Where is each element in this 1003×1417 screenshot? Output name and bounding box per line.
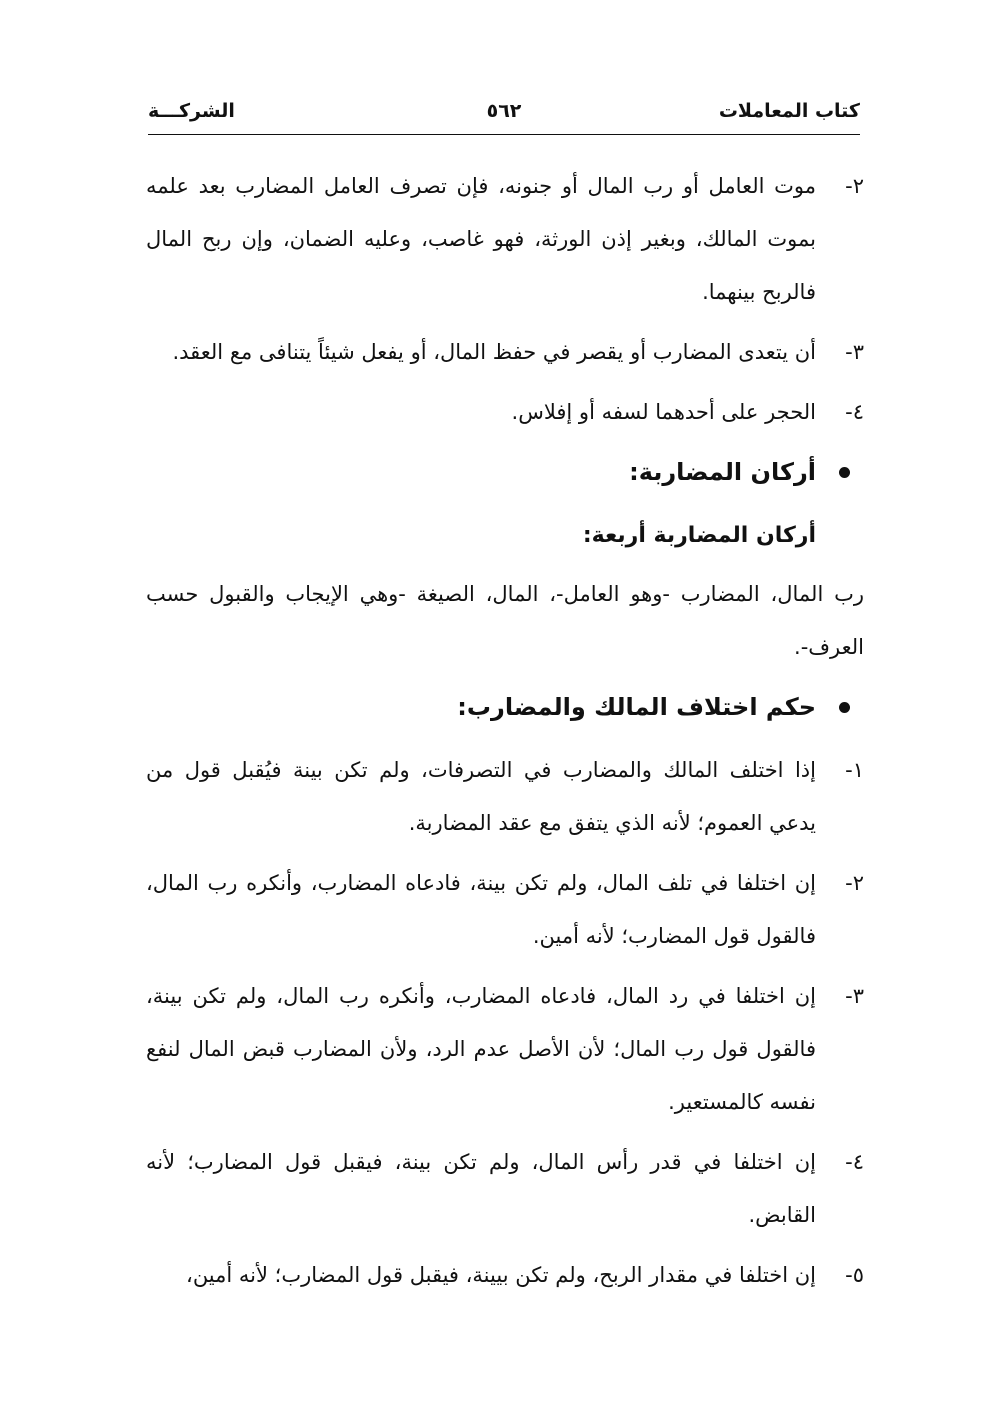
item-text: إن اختلفا في مقدار الربح، ولم تكن بيينة، فيقبل قول المضارب؛ لأنه أمين، bbox=[186, 1263, 816, 1287]
item-number: ١- bbox=[845, 758, 864, 782]
book-title: كتاب المعاملات bbox=[718, 100, 860, 122]
subheading: أركان المضاربة أربعة: bbox=[582, 523, 816, 548]
item-text: إن اختلفا في رد المال، فادعاه المضارب، وأنكره رب المال، ولم تكن بينة، فالقول قول رب المال؛ لأن الأصل عدم الرد، ولأن المضارب قبض المال لنفع نفسه كالمستعير. bbox=[146, 984, 816, 1114]
chapter-title: الشركـــة bbox=[148, 100, 235, 122]
item-number: ٣- bbox=[845, 984, 864, 1008]
list-item bbox=[146, 326, 864, 379]
list-item bbox=[146, 1249, 864, 1302]
running-header bbox=[148, 96, 860, 130]
list-item bbox=[146, 160, 864, 319]
item-number: ٤- bbox=[845, 1150, 864, 1174]
item-number: ٥- bbox=[845, 1263, 864, 1287]
page-body bbox=[146, 160, 864, 1309]
item-number: ٢- bbox=[845, 174, 864, 198]
list-item bbox=[146, 386, 864, 439]
list-item bbox=[146, 744, 864, 850]
section-heading bbox=[146, 446, 864, 499]
item-number: ٢- bbox=[845, 871, 864, 895]
list-item bbox=[146, 857, 864, 963]
item-number: ٤- bbox=[845, 400, 864, 424]
bullet-icon bbox=[839, 702, 850, 713]
item-text: إن اختلفا في تلف المال، ولم تكن بينة، فادعاه المضارب، وأنكره رب المال، فالقول قول المضارب؛ لأنه أمين. bbox=[146, 871, 816, 948]
section-heading bbox=[146, 681, 864, 734]
paragraph: رب المال، المضارب -وهو العامل-، المال، الصيغة -وهي الإيجاب والقبول حسب العرف-. bbox=[146, 582, 864, 659]
list-item bbox=[146, 1136, 864, 1242]
section-heading-text: حكم اختلاف المالك والمضارب: bbox=[457, 693, 816, 721]
item-text: موت العامل أو رب المال أو جنونه، فإن تصرف العامل المضارب بعد علمه بموت المالك، وبغير إذن الورثة، فهو غاصب، وعليه الضمان، وإن ربح المال فالربح بينهما. bbox=[146, 174, 816, 304]
item-text: إن اختلفا في قدر رأس المال، ولم تكن بينة، فيقبل قول المضارب؛ لأنه القابض. bbox=[146, 1150, 816, 1227]
header-divider bbox=[148, 134, 860, 135]
page-number: ٥٦٢ bbox=[486, 100, 522, 122]
item-text: أن يتعدى المضارب أو يقصر في حفظ المال، أو يفعل شيئاً يتنافى مع العقد. bbox=[172, 340, 816, 364]
item-number: ٣- bbox=[845, 340, 864, 364]
item-text: إذا اختلف المالك والمضارب في التصرفات، ولم تكن بينة فيُقبل قول من يدعي العموم؛ لأنه الذي يتفق مع عقد المضاربة. bbox=[146, 758, 816, 835]
bullet-icon bbox=[839, 467, 850, 478]
item-text: الحجر على أحدهما لسفه أو إفلاس. bbox=[511, 400, 816, 424]
section-heading-text: أركان المضاربة: bbox=[629, 458, 816, 486]
list-item bbox=[146, 970, 864, 1129]
